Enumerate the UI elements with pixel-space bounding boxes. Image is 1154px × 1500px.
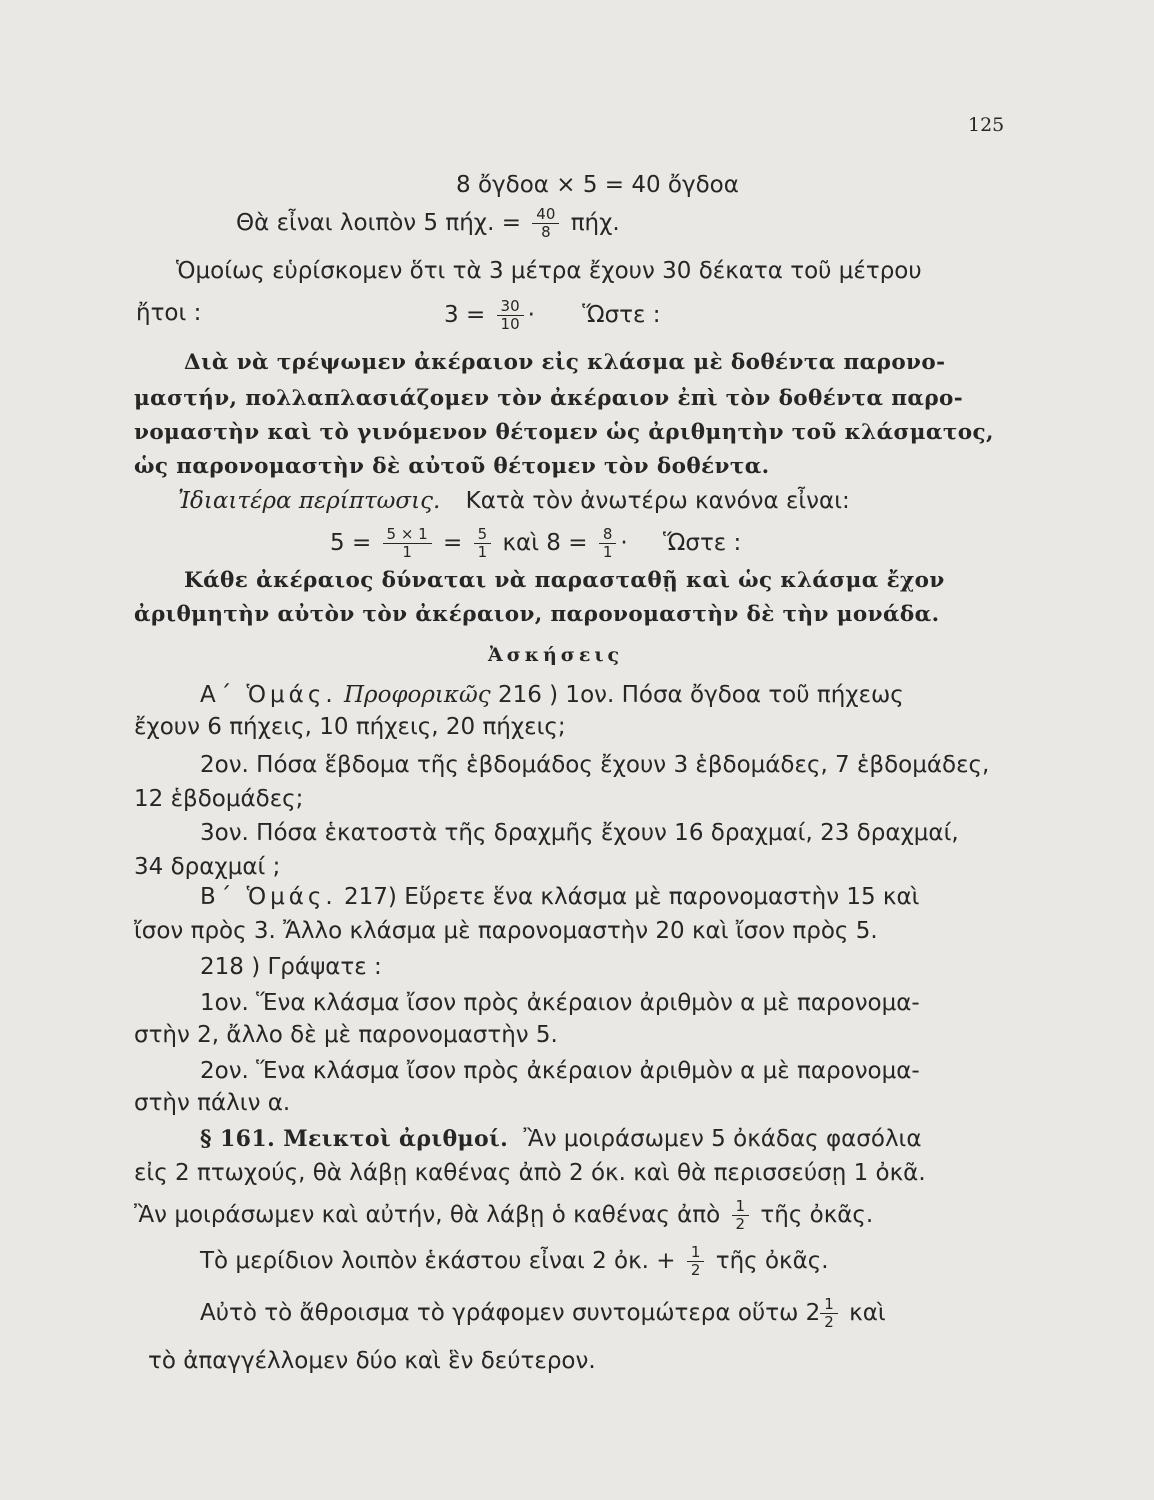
group-a-label: Α΄ Ὁμάς. [200,682,337,708]
text-line-fraction: Τὸ μερίδιον λοιπὸν ἑκάστου εἶναι 2 ὀκ. + $\frac{1}{2}$ τῆς ὀκᾶς. [200,1243,829,1279]
group-b-line: Β΄ Ὁμάς. 217) Εὕρετε ἕνα κλάσμα μὲ παρονομαστὴν 15 καὶ [200,884,920,910]
fraction-1-2: $\frac{1}{2}$ [732,1198,750,1233]
exercise-line: 218 ) Γράψατε : [200,954,382,980]
rule-line-4: ὡς παρονομαστὴν δὲ αὐτοῦ θέτομεν τὸν δοθέντα. [134,454,770,479]
equation-unit: πήχ. [570,210,620,236]
exercise-line: ἔχουν 6 πήχεις, 10 πήχεις, 20 πήχεις; [134,714,566,740]
exercise-line: 34 δραχμαί ; [134,854,281,880]
equation-cubits [236,206,620,241]
text-line: εἰς 2 πτωχούς, θὰ λάβῃ καθένας ἀπὸ 2 όκ. καὶ θὰ περισσεύσῃ 1 ὀκᾶ. [134,1160,926,1186]
group-a-line: Α΄ Ὁμάς. Προφορικῶς 216 ) 1ον. Πόσα ὄγδοα τοῦ πήχεως [200,682,904,708]
exercise-line: 2ον. Ἕνα κλάσμα ἴσον πρὸς ἀκέραιον ἀριθμὸν α μὲ παρονομα- [200,1058,920,1084]
section-heading: § 161. Μεικτοὶ ἀριθμοί. [200,1126,509,1152]
paragraph-similarly: Ὁμοίως εὑρίσκομεν ὅτι τὰ 3 μέτρα ἔχουν 30 δέκατα τοῦ μέτρου [176,258,922,284]
equation-lead: ἤτοι : [136,300,202,326]
rule2-line-1: Κάθε ἀκέραιος δύναται νὰ παρασταθῇ καὶ ὡς κλάσμα ἔχον [184,568,945,593]
equation-integers: 5 = $\frac{5 \times 1}{1}$ = $\frac{5}{1}$ καὶ 8 = $\frac{8}{1}$ · Ὥστε : [330,525,742,561]
rule-line-1: Διὰ νὰ τρέψωμεν ἀκέραιον εἰς κλάσμα μὲ δοθέντα παρονο- [184,350,946,375]
fraction-8-1: $\frac{8}{1}$ [599,526,617,561]
page-number: 125 [968,114,1005,136]
oral-label: Προφορικῶς [343,682,491,708]
exercise-line: 2ον. Πόσα ἕβδομα τῆς ἑβδομάδος ἔχουν 3 ἑβδομάδες, 7 ἑβδομάδες, [200,752,990,778]
equation-eighths: 8 ὄγδοα × 5 = 40 ὄγδοα [456,172,739,198]
equation-tenths: 3 = $\frac{30}{10}$ · Ὥστε : [444,297,661,333]
rule-line-3: νομαστὴν καὶ τὸ γινόμενον θέτομεν ὡς ἀριθμητὴν τοῦ κλάσματος, [134,420,994,445]
fraction-1-2: $\frac{1}{2}$ [687,1244,705,1279]
special-case-heading: Ἰδιαιτέρα περίπτωσις. [178,488,441,514]
exercise-line: στὴν 2, ἄλλο δὲ μὲ παρονομαστὴν 5. [134,1022,558,1048]
equation-text: Θὰ εἶναι λοιπὸν 5 πήχ. = [236,210,521,236]
exercises-heading: Ἀσκήσεις [488,644,624,666]
exercise-line: 3ον. Πόσα ἑκατοστὰ τῆς δραχμῆς ἔχουν 16 δραχμαί, 23 δραχμαί, [200,820,959,846]
fraction-1-2: $\frac{1}{2}$ [820,1296,838,1331]
special-case-line: Ἰδιαιτέρα περίπτωσις. Κατὰ τὸν ἀνωτέρω κανόνα εἶναι: [178,488,850,514]
text-line: τὸ ἀπαγγέλλομεν δύο καὶ ἓν δεύτερον. [148,1348,596,1374]
fraction-30-10: $\frac{30}{10}$ [497,298,524,333]
text-line-fraction: Αὐτὸ τὸ ἄθροισμα τὸ γράφομεν συντομώτερα οὕτω 2 $\frac{1}{2}$ καὶ [200,1295,886,1331]
fraction-5x1-1: $\frac{5 \times 1}{1}$ [383,526,432,561]
text-line-fraction: Ἂν μοιράσωμεν καὶ αὐτήν, θὰ λάβῃ ὁ καθένας ἀπὸ $\frac{1}{2}$ τῆς ὀκᾶς. [134,1197,874,1233]
exercise-line: 12 ἑβδομάδες; [134,786,304,812]
exercise-line: στὴν πάλιν α. [134,1090,291,1116]
rule-line-2: μαστήν, πολλαπλασιάζομεν τὸν ἀκέραιον ἐπὶ τὸν δοθέντα παρο- [134,386,964,411]
mixed-numbers-line: § 161. Μεικτοὶ ἀριθμοί. Ἂν μοιράσωμεν 5 ὀκάδας φασόλια [200,1126,922,1152]
fraction-5-1: $\frac{5}{1}$ [474,526,492,561]
fraction-40-8: $\frac{40}{8}$ [532,206,559,241]
exercise-line: 1ον. Ἕνα κλάσμα ἴσον πρὸς ἀκέραιον ἀριθμὸν α μὲ παρονομα- [200,990,920,1016]
group-b-label: Β΄ Ὁμάς. [200,884,337,910]
rule2-line-2: ἀριθμητὴν αὐτὸν τὸν ἀκέραιον, παρονομαστὴν δὲ τὴν μονάδα. [134,602,940,627]
exercise-line: ἴσον πρὸς 3. Ἄλλο κλάσμα μὲ παρονομαστὴν 20 καὶ ἴσον πρὸς 5. [134,918,878,944]
